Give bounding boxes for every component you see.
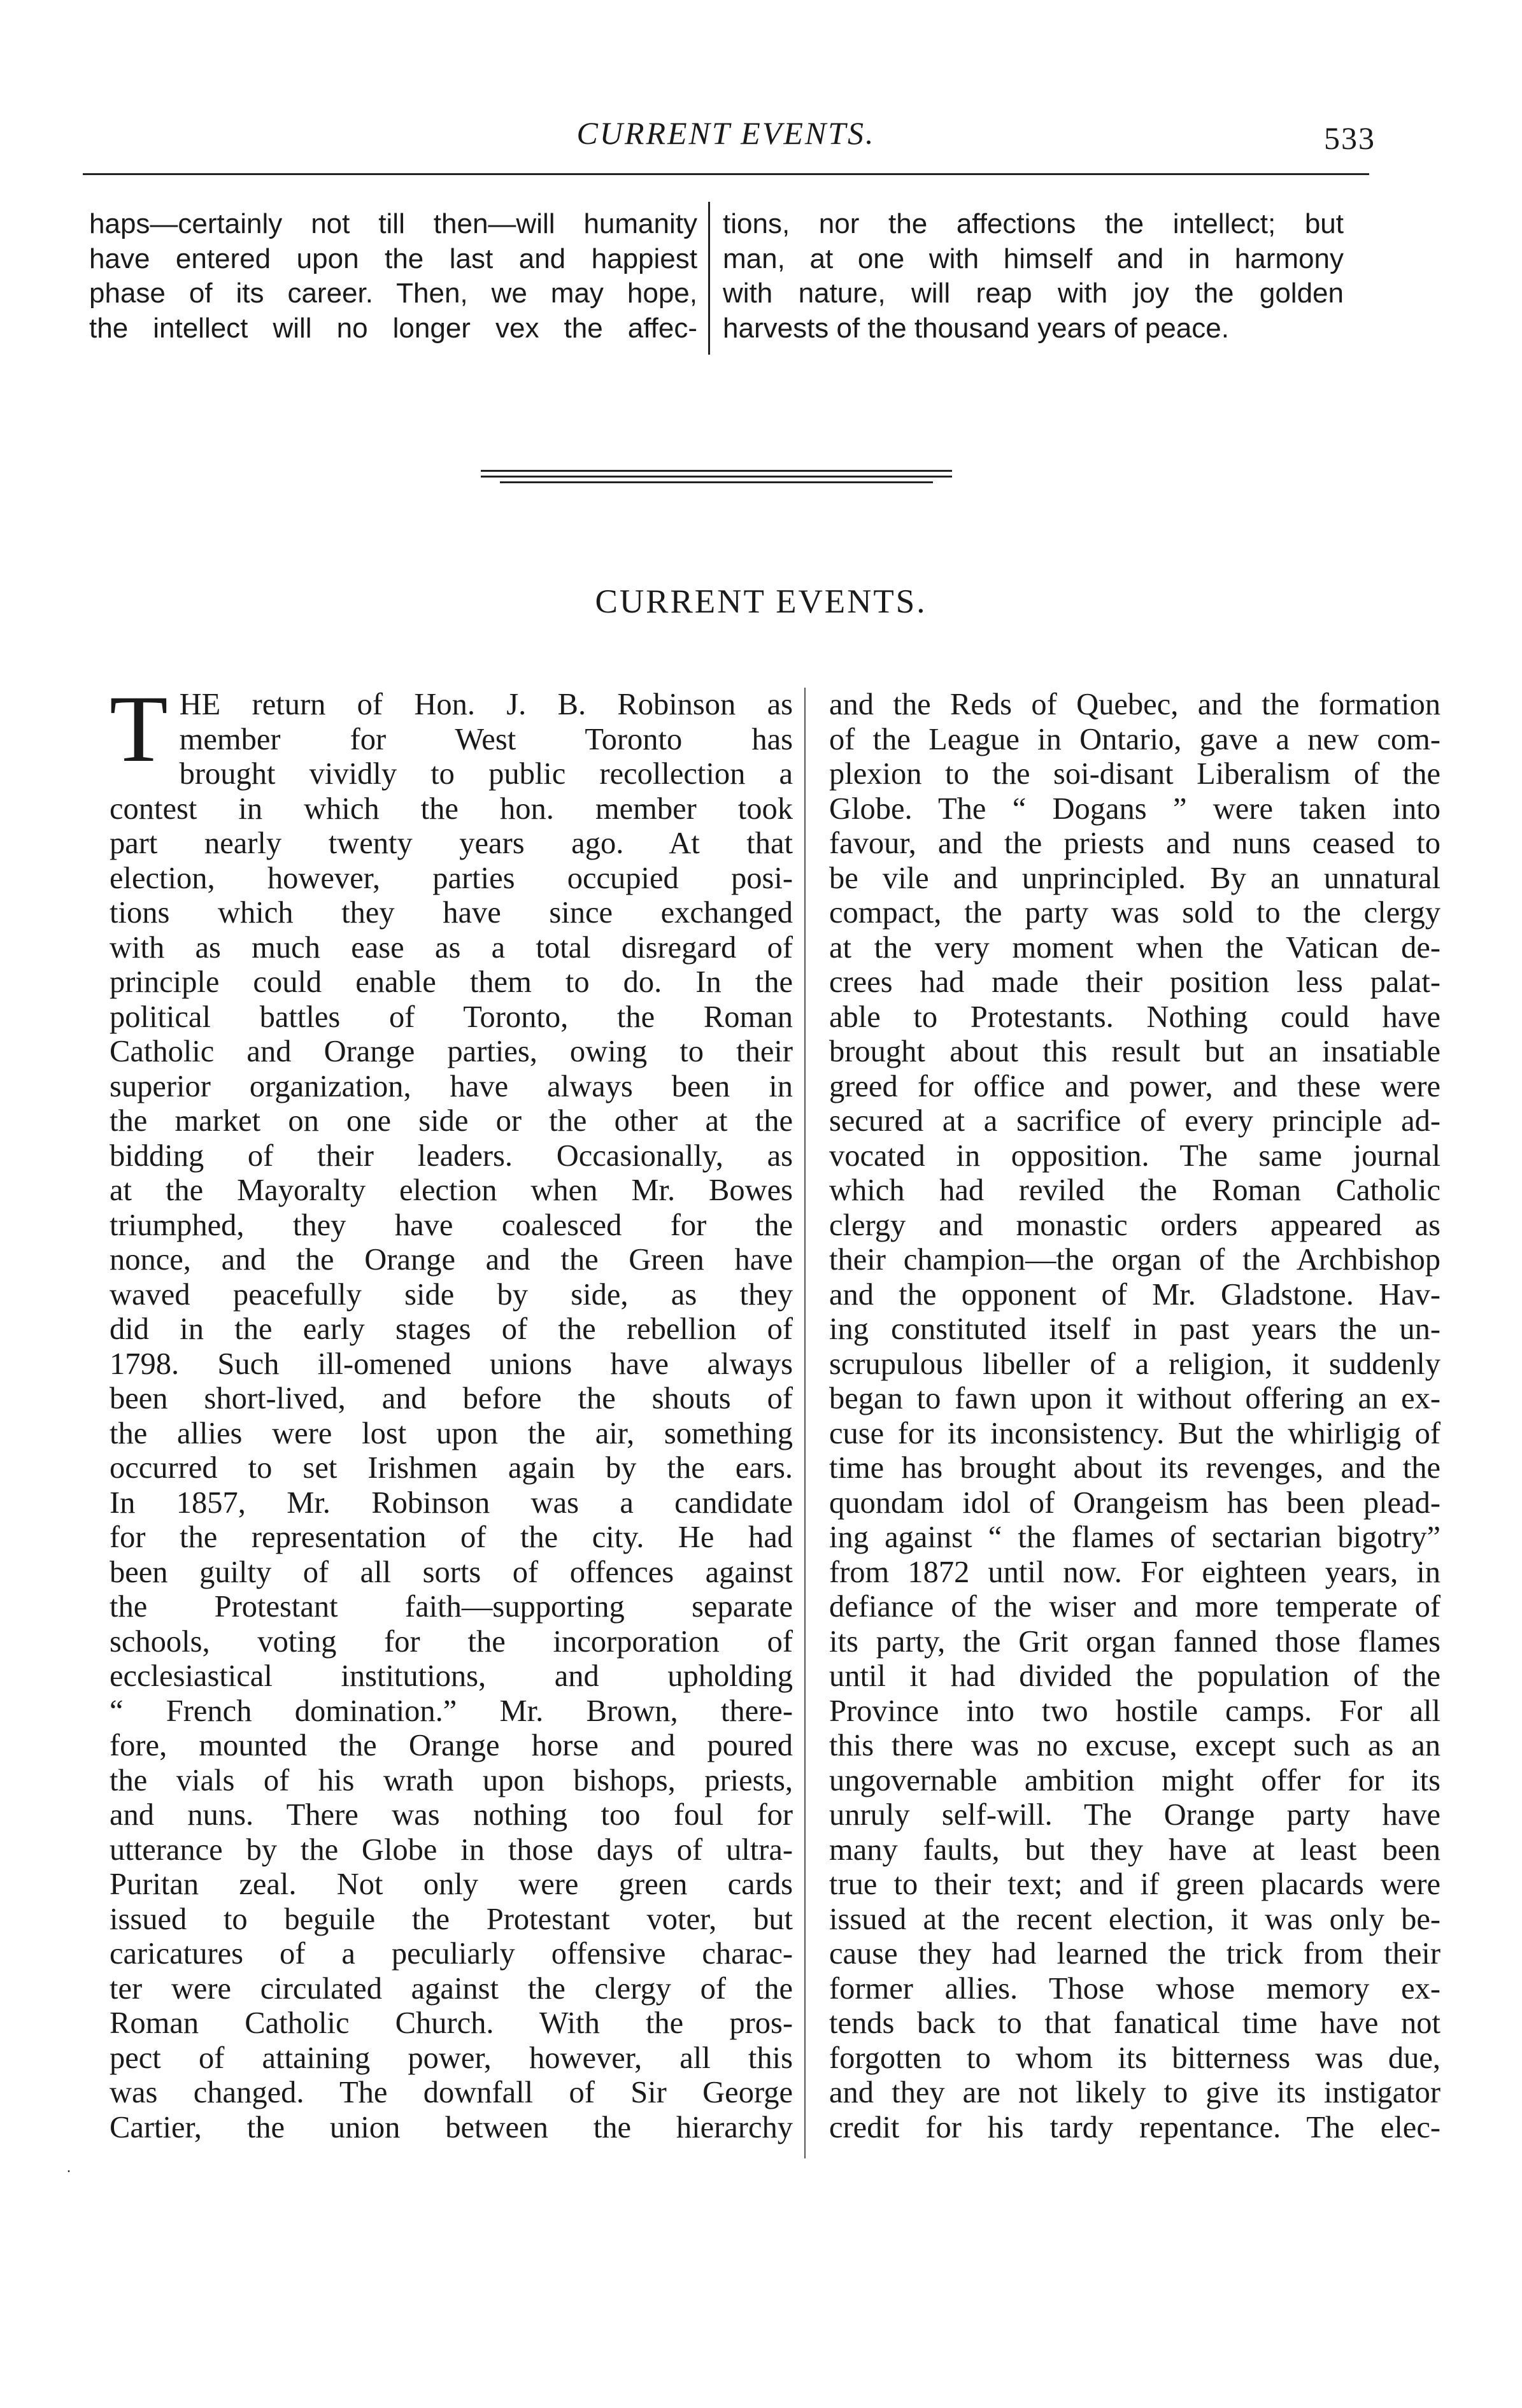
text-line: unruly self-will. The Orange party have xyxy=(829,1798,1440,1832)
text-line: crees had made their position less palat- xyxy=(829,965,1440,999)
text-line: vocated in opposition. The same journal xyxy=(829,1138,1440,1173)
text-line: at the Mayoralty election when Mr. Bowes xyxy=(110,1173,793,1207)
text-line: brought vividly to public recollection a xyxy=(179,757,793,791)
page-number: 533 xyxy=(1324,120,1376,156)
previous-article-ending xyxy=(83,207,1369,360)
text-line: 1798. Such ill-omened unions have always xyxy=(110,1347,793,1381)
text-line: In 1857, Mr. Robinson was a candidate xyxy=(110,1485,793,1520)
text-line: able to Protestants. Nothing could have xyxy=(829,1000,1440,1034)
text-line: and the opponent of Mr. Gladstone. Hav- xyxy=(829,1277,1440,1312)
previous-article-right-column xyxy=(723,207,1344,346)
text-line: part nearly twenty years ago. At that xyxy=(110,826,793,860)
text-line: the allies were lost upon the air, something xyxy=(110,1416,793,1450)
text-line: their champion—the organ of the Archbishop xyxy=(829,1243,1440,1277)
text-line: of the League in Ontario, gave a new com- xyxy=(829,722,1440,756)
previous-article-left-column xyxy=(89,207,697,346)
text-line: former allies. Those whose memory ex- xyxy=(829,1971,1440,2006)
text-line: Puritan zeal. Not only were green cards xyxy=(110,1867,793,1901)
running-title: CURRENT EVENTS. xyxy=(576,115,876,151)
text-line: tions which they have since exchanged xyxy=(110,896,793,930)
text-line: cuse for its inconsistency. But the whirligig of xyxy=(829,1416,1440,1450)
text-line: haps—certainly not till then—will humanity xyxy=(89,208,697,239)
text-line: forgotten to whom its bitterness was due, xyxy=(829,2041,1440,2075)
text-line: the market on one side or the other at the xyxy=(110,1104,793,1138)
text-line: and the Reds of Quebec, and the formation xyxy=(829,688,1440,721)
text-line: election, however, parties occupied posi- xyxy=(110,861,793,895)
text-line: fore, mounted the Orange horse and poured xyxy=(110,1729,793,1762)
section-title: CURRENT EVENTS. xyxy=(595,583,927,620)
text-line: and they are not likely to give its instigator xyxy=(829,2076,1440,2109)
text-line: nonce, and the Orange and the Green have xyxy=(110,1243,793,1277)
text-line: until it had divided the population of the xyxy=(829,1659,1440,1693)
text-line: secured at a sacrifice of every principle ad- xyxy=(829,1104,1440,1138)
text-line: Roman Catholic Church. With the pros- xyxy=(110,2006,793,2040)
text-line: bidding of their leaders. Occasionally, as xyxy=(110,1138,793,1173)
text-line: HE return of Hon. J. B. Robinson as xyxy=(179,688,793,721)
text-line: with nature, will reap with joy the golden xyxy=(723,278,1344,309)
text-line: triumphed, they have coalesced for the xyxy=(110,1208,793,1242)
text-line: compact, the party was sold to the clergy xyxy=(829,896,1440,930)
text-line: its party, the Grit organ fanned those flames xyxy=(829,1624,1440,1659)
section-ornament-rule xyxy=(481,470,952,489)
text-line: waved peacefully side by side, as they xyxy=(110,1277,793,1312)
text-line: utterance by the Globe in those days of ultra- xyxy=(110,1832,793,1867)
text-line: cause they had learned the trick from their xyxy=(829,1937,1440,1971)
column-divider xyxy=(708,202,710,355)
text-line: time has brought about its revenges, and the xyxy=(829,1451,1440,1485)
text-line: defiance of the wiser and more temperate of xyxy=(829,1590,1440,1624)
text-line: credit for his tardy repentance. The elec- xyxy=(829,2110,1440,2144)
text-line: Catholic and Orange parties, owing to their xyxy=(110,1035,793,1068)
text-line: with as much ease as a total disregard of xyxy=(110,930,793,965)
header-rule xyxy=(83,173,1369,175)
text-line: have entered upon the last and happiest xyxy=(89,243,697,274)
text-line: for the representation of the city. He had xyxy=(110,1520,793,1554)
text-line: superior organization, have always been in xyxy=(110,1069,793,1103)
text-line: brought about this result but an insatiable xyxy=(829,1035,1440,1068)
text-line: scrupulous libeller of a religion, it suddenly xyxy=(829,1347,1440,1381)
text-line: been guilty of all sorts of offences against xyxy=(110,1555,793,1589)
text-line: Province into two hostile camps. For all xyxy=(829,1694,1440,1728)
text-line: favour, and the priests and nuns ceased to xyxy=(829,826,1440,860)
text-line: this there was no excuse, except such as an xyxy=(829,1729,1440,1762)
article-body xyxy=(83,676,1440,2165)
text-line: man, at one with himself and in harmony xyxy=(723,243,1344,274)
text-line: contest in which the hon. member took xyxy=(110,791,793,826)
text-line: ing against “ the flames of sectarian bigotry” xyxy=(829,1520,1440,1554)
print-speck: · xyxy=(66,2164,71,2180)
text-line: schools, voting for the incorporation of xyxy=(110,1624,793,1659)
text-line: phase of its career. Then, we may hope, xyxy=(89,278,697,309)
text-line: tends back to that fanatical time have not xyxy=(829,2006,1440,2040)
text-line: ter were circulated against the clergy of the xyxy=(110,1971,793,2006)
text-line: be vile and unprincipled. By an unnatural xyxy=(829,861,1440,895)
text-line: ing constituted itself in past years the un- xyxy=(829,1312,1440,1346)
text-line: was changed. The downfall of Sir George xyxy=(110,2076,793,2109)
text-line: the vials of his wrath upon bishops, priests, xyxy=(110,1763,793,1797)
text-line: pect of attaining power, however, all this xyxy=(110,2041,793,2075)
text-line: did in the early stages of the rebellion of xyxy=(110,1312,793,1346)
text-line: Cartier, the union between the hierarchy xyxy=(110,2110,793,2144)
text-line: greed for office and power, and these were xyxy=(829,1069,1440,1103)
text-line: been short-lived, and before the shouts of xyxy=(110,1382,793,1415)
text-line: member for West Toronto has xyxy=(179,722,793,756)
text-line: “ French domination.” Mr. Brown, there- xyxy=(110,1694,793,1728)
text-line: the intellect will no longer vex the affec- xyxy=(89,312,697,344)
text-line: issued to beguile the Protestant voter, but xyxy=(110,1902,793,1936)
text-line: caricatures of a peculiarly offensive charac- xyxy=(110,1937,793,1971)
drop-cap: T xyxy=(110,676,168,782)
text-line: ecclesiastical institutions, and upholding xyxy=(110,1659,793,1693)
article-right-column xyxy=(829,688,1440,2145)
text-line: from 1872 until now. For eighteen years, in xyxy=(829,1555,1440,1589)
text-line: at the very moment when the Vatican de- xyxy=(829,930,1440,965)
text-line: true to their text; and if green placards were xyxy=(829,1867,1440,1901)
column-divider xyxy=(804,688,806,2158)
text-line: occurred to set Irishmen again by the ears. xyxy=(110,1451,793,1485)
text-line: Globe. The “ Dogans ” were taken into xyxy=(829,791,1440,826)
text-line: plexion to the soi-disant Liberalism of the xyxy=(829,757,1440,791)
article-left-column xyxy=(110,676,793,2145)
text-line: ungovernable ambition might offer for its xyxy=(829,1763,1440,1797)
text-line: harvests of the thousand years of peace. xyxy=(723,312,1229,344)
text-line: and nuns. There was nothing too foul for xyxy=(110,1798,793,1832)
text-line: which had reviled the Roman Catholic xyxy=(829,1173,1440,1207)
text-line: many faults, but they have at least been xyxy=(829,1832,1440,1867)
text-line: the Protestant faith—supporting separate xyxy=(110,1590,793,1624)
text-line: political battles of Toronto, the Roman xyxy=(110,1000,793,1034)
text-line: quondam idol of Orangeism has been plead- xyxy=(829,1485,1440,1520)
text-line: began to fawn upon it without offering an ex- xyxy=(829,1382,1440,1415)
text-line: tions, nor the affections the intellect; but xyxy=(723,208,1344,239)
running-head xyxy=(89,115,1376,159)
text-line: principle could enable them to do. In the xyxy=(110,965,793,999)
text-line: clergy and monastic orders appeared as xyxy=(829,1208,1440,1242)
text-line: issued at the recent election, it was only be- xyxy=(829,1902,1440,1936)
